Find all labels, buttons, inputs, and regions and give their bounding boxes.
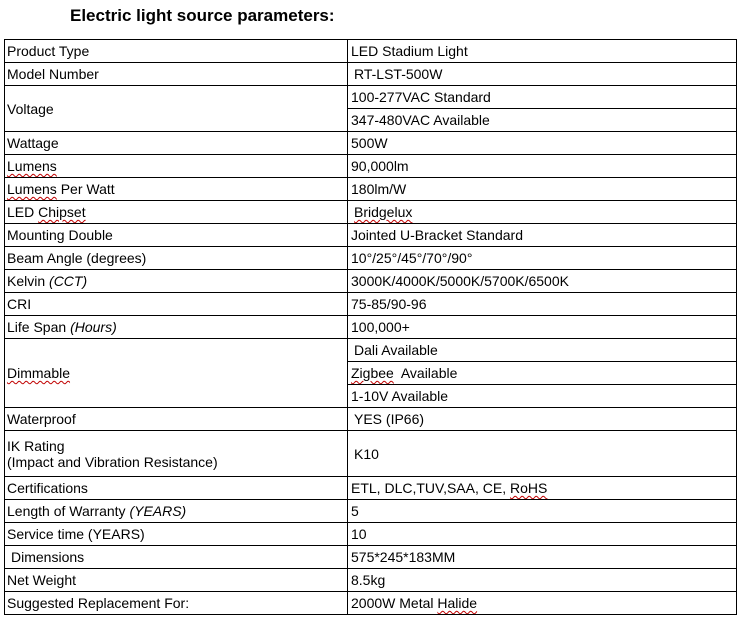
param-label: Product Type xyxy=(5,40,348,63)
spellcheck-word: Halide xyxy=(437,595,478,611)
param-value: 5 xyxy=(348,500,737,523)
param-label: CRI xyxy=(5,293,348,316)
table-row xyxy=(5,546,737,569)
param-label: Suggested Replacement For: xyxy=(5,592,348,615)
param-value: Jointed U-Bracket Standard xyxy=(348,224,737,247)
param-value: 500W xyxy=(348,132,737,155)
param-label xyxy=(5,339,348,408)
param-label xyxy=(5,431,348,477)
param-label: Model Number xyxy=(5,63,348,86)
param-label: Certifications xyxy=(5,477,348,500)
param-label: Dimensions xyxy=(5,546,348,569)
table-row xyxy=(5,431,737,477)
param-label xyxy=(5,155,348,178)
param-value: 10°/25°/45°/70°/90° xyxy=(348,247,737,270)
label-line: (Impact and Vibration Resistance) xyxy=(7,453,218,470)
label-text: Life Span xyxy=(7,319,71,335)
label-text: LED xyxy=(7,204,39,220)
label-line: IK Rating xyxy=(7,437,65,454)
table-row xyxy=(5,178,737,201)
label-text: Length of Warranty xyxy=(7,503,130,519)
param-value xyxy=(348,362,737,385)
page-title: Electric light source parameters: xyxy=(70,6,335,25)
table-row xyxy=(5,270,737,293)
param-value xyxy=(348,477,737,500)
value-text: 2000W Metal xyxy=(351,595,438,611)
param-label: Mounting Double xyxy=(5,224,348,247)
param-label xyxy=(5,178,348,201)
table-row xyxy=(5,408,737,431)
param-value: 575*245*183MM xyxy=(348,546,737,569)
table-row xyxy=(5,86,737,109)
label-text: Per Watt xyxy=(56,181,115,197)
param-label: Service time (YEARS) xyxy=(5,523,348,546)
param-value: 100,000+ xyxy=(348,316,737,339)
param-label xyxy=(5,270,348,293)
param-label: Waterproof xyxy=(5,408,348,431)
label-unit: (Hours) xyxy=(70,319,117,335)
spellcheck-word: Bridgelux xyxy=(354,204,413,220)
param-value xyxy=(348,201,737,224)
spellcheck-word: Zigbee xyxy=(351,365,394,381)
spellcheck-word: Lumens xyxy=(7,181,57,197)
param-label: Beam Angle (degrees) xyxy=(5,247,348,270)
table-row xyxy=(5,224,737,247)
param-value: Dali Available xyxy=(348,339,737,362)
param-value: 90,000lm xyxy=(348,155,737,178)
table-row xyxy=(5,569,737,592)
table-row xyxy=(5,40,737,63)
param-value: K10 xyxy=(348,431,737,477)
spellcheck-word: Chipset xyxy=(38,204,86,220)
table-row xyxy=(5,316,737,339)
param-label: Voltage xyxy=(5,86,348,132)
label-unit: (CCT) xyxy=(49,273,88,289)
value-text: ETL, DLC,TUV,SAA, CE, xyxy=(351,480,510,496)
param-value: 347-480VAC Available xyxy=(348,109,737,132)
table-row xyxy=(5,592,737,615)
param-label: Net Weight xyxy=(5,569,348,592)
table-row xyxy=(5,500,737,523)
table-row xyxy=(5,132,737,155)
param-value: RT-LST-500W xyxy=(348,63,737,86)
param-value: LED Stadium Light xyxy=(348,40,737,63)
param-value: 1-10V Available xyxy=(348,385,737,408)
param-value xyxy=(348,592,737,615)
param-value: 75-85/90-96 xyxy=(348,293,737,316)
param-value: 8.5kg xyxy=(348,569,737,592)
table-row xyxy=(5,155,737,178)
table-row xyxy=(5,247,737,270)
parameters-table xyxy=(4,39,737,615)
table-row xyxy=(5,339,737,362)
table-row xyxy=(5,477,737,500)
param-label xyxy=(5,316,348,339)
param-value: 180lm/W xyxy=(348,178,737,201)
label-unit: (YEARS) xyxy=(129,503,187,519)
value-text: Available xyxy=(393,365,458,381)
param-label xyxy=(5,500,348,523)
spellcheck-word: Dimmable xyxy=(7,365,71,381)
table-row xyxy=(5,523,737,546)
spellcheck-word: Lumens xyxy=(7,158,57,174)
param-label xyxy=(5,201,348,224)
spellcheck-word: RoHS xyxy=(509,480,548,496)
param-value: 3000K/4000K/5000K/5700K/6500K xyxy=(348,270,737,293)
label-text: Kelvin xyxy=(7,273,50,289)
param-value: YES (IP66) xyxy=(348,408,737,431)
table-row xyxy=(5,293,737,316)
param-value: 100-277VAC Standard xyxy=(348,86,737,109)
param-label: Wattage xyxy=(5,132,348,155)
table-row xyxy=(5,63,737,86)
param-value: 10 xyxy=(348,523,737,546)
table-row xyxy=(5,201,737,224)
